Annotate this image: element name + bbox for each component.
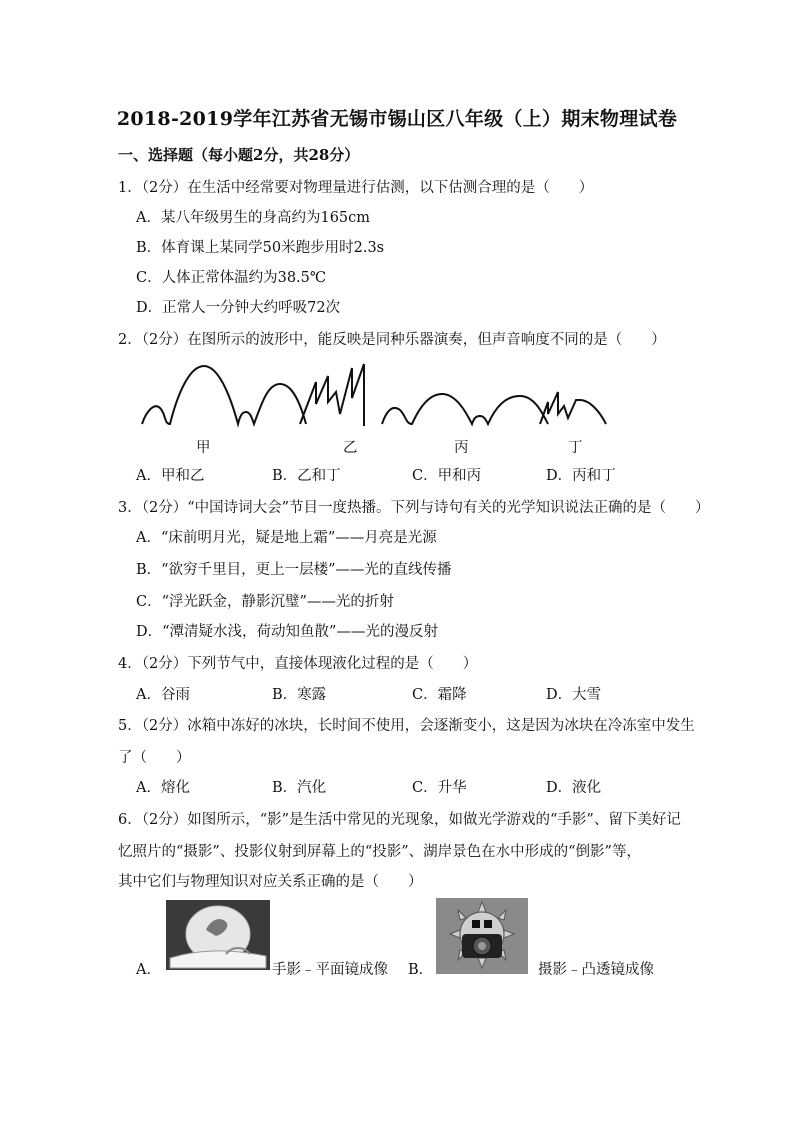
- question-3-option-c[interactable]: C．“浮光跃金，静影沉璧”——光的折射: [136, 594, 394, 610]
- question-5-option-a[interactable]: A．熔化: [136, 780, 190, 796]
- waveform-bing: [382, 394, 548, 424]
- question-1-option-b[interactable]: B．体育课上某同学50米跑步用时2.3s: [136, 240, 385, 256]
- hand-shadow-image: [166, 900, 270, 970]
- question-2-option-b[interactable]: B．乙和丁: [272, 468, 341, 484]
- question-6-stem-line-1: 6．（2分）如图所示，“影”是生活中常见的光现象，如做光学游戏的“手影”、留下美好记: [118, 812, 681, 828]
- question-1-option-d[interactable]: D．正常人一分钟大约呼吸72次: [136, 300, 341, 316]
- question-4-option-c[interactable]: C．霜降: [412, 687, 467, 703]
- question-5-option-c[interactable]: C．升华: [412, 780, 467, 796]
- question-4-option-d[interactable]: D．大雪: [546, 687, 602, 703]
- wave-label-yi: 乙: [343, 440, 358, 456]
- question-6-option-a-text: 手影﹣平面镜成像: [272, 962, 388, 978]
- question-2-option-c[interactable]: C．甲和丙: [412, 468, 482, 484]
- question-1-option-c[interactable]: C．人体正常体温约为38.5℃: [136, 270, 327, 286]
- question-3-option-d[interactable]: D．“潭清疑水浅，荷动知鱼散”——光的漫反射: [136, 624, 438, 640]
- question-1-option-a[interactable]: A．某八年级男生的身高约为165cm: [136, 210, 371, 226]
- page-title: 2018-2019学年江苏省无锡市锡山区八年级（上）期末物理试卷: [116, 108, 678, 130]
- question-6-option-a-letter[interactable]: A．: [136, 962, 161, 978]
- question-3-option-b[interactable]: B．“欲穷千里目，更上一层楼”——光的直线传播: [136, 562, 452, 578]
- question-2-stem: 2．（2分）在图所示的波形中，能反映是同种乐器演奏，但声音响度不同的是（ ）: [118, 332, 666, 348]
- question-3-option-a[interactable]: A．“床前明月光，疑是地上霜”——月亮是光源: [136, 530, 437, 546]
- question-4-option-b[interactable]: B．寒露: [272, 687, 327, 703]
- section-heading: 一、选择题（每小题2分，共28分）: [118, 146, 360, 164]
- question-4-option-a[interactable]: A．谷雨: [136, 687, 190, 703]
- question-2-option-a[interactable]: A．甲和乙: [136, 468, 205, 484]
- question-1-stem: 1．（2分）在生活中经常要对物理量进行估测，以下估测合理的是（ ）: [118, 180, 594, 196]
- waveform-jia: [142, 366, 306, 424]
- waveform-yi: [300, 364, 364, 426]
- wave-label-jia: 甲: [196, 440, 211, 456]
- question-6-stem-line-2: 忆照片的“摄影”、投影仪射到屏幕上的“投影”、湖岸景色在水中形成的“倒影”等，: [118, 844, 641, 860]
- question-3-stem: 3．（2分）“中国诗词大会”节目一度热播。下列与诗句有关的光学知识说法正确的是（ ）: [118, 500, 710, 516]
- question-5-option-b[interactable]: B．汽化: [272, 780, 327, 796]
- question-5-option-d[interactable]: D．液化: [546, 780, 602, 796]
- question-6-option-b-letter[interactable]: B．: [408, 962, 434, 978]
- camera-sun-image: [436, 898, 528, 974]
- question-5-stem-line-2: 了（ ）: [118, 750, 191, 766]
- question-6-stem-line-3: 其中它们与物理知识对应关系正确的是（ ）: [118, 874, 423, 890]
- waveform-ding: [540, 392, 606, 424]
- question-5-stem-line-1: 5．（2分）冰箱中冻好的冰块，长时间不使用，会逐渐变小，这是因为冰块在冷冻室中发生: [118, 718, 695, 734]
- question-6-option-b-text: 摄影﹣凸透镜成像: [538, 962, 654, 978]
- waveform-figure: [130, 362, 630, 434]
- question-2-option-d[interactable]: D．丙和丁: [546, 468, 616, 484]
- wave-label-ding: 丁: [568, 440, 583, 456]
- question-4-stem: 4．（2分）下列节气中，直接体现液化过程的是（ ）: [118, 656, 478, 672]
- wave-label-bing: 丙: [454, 440, 469, 456]
